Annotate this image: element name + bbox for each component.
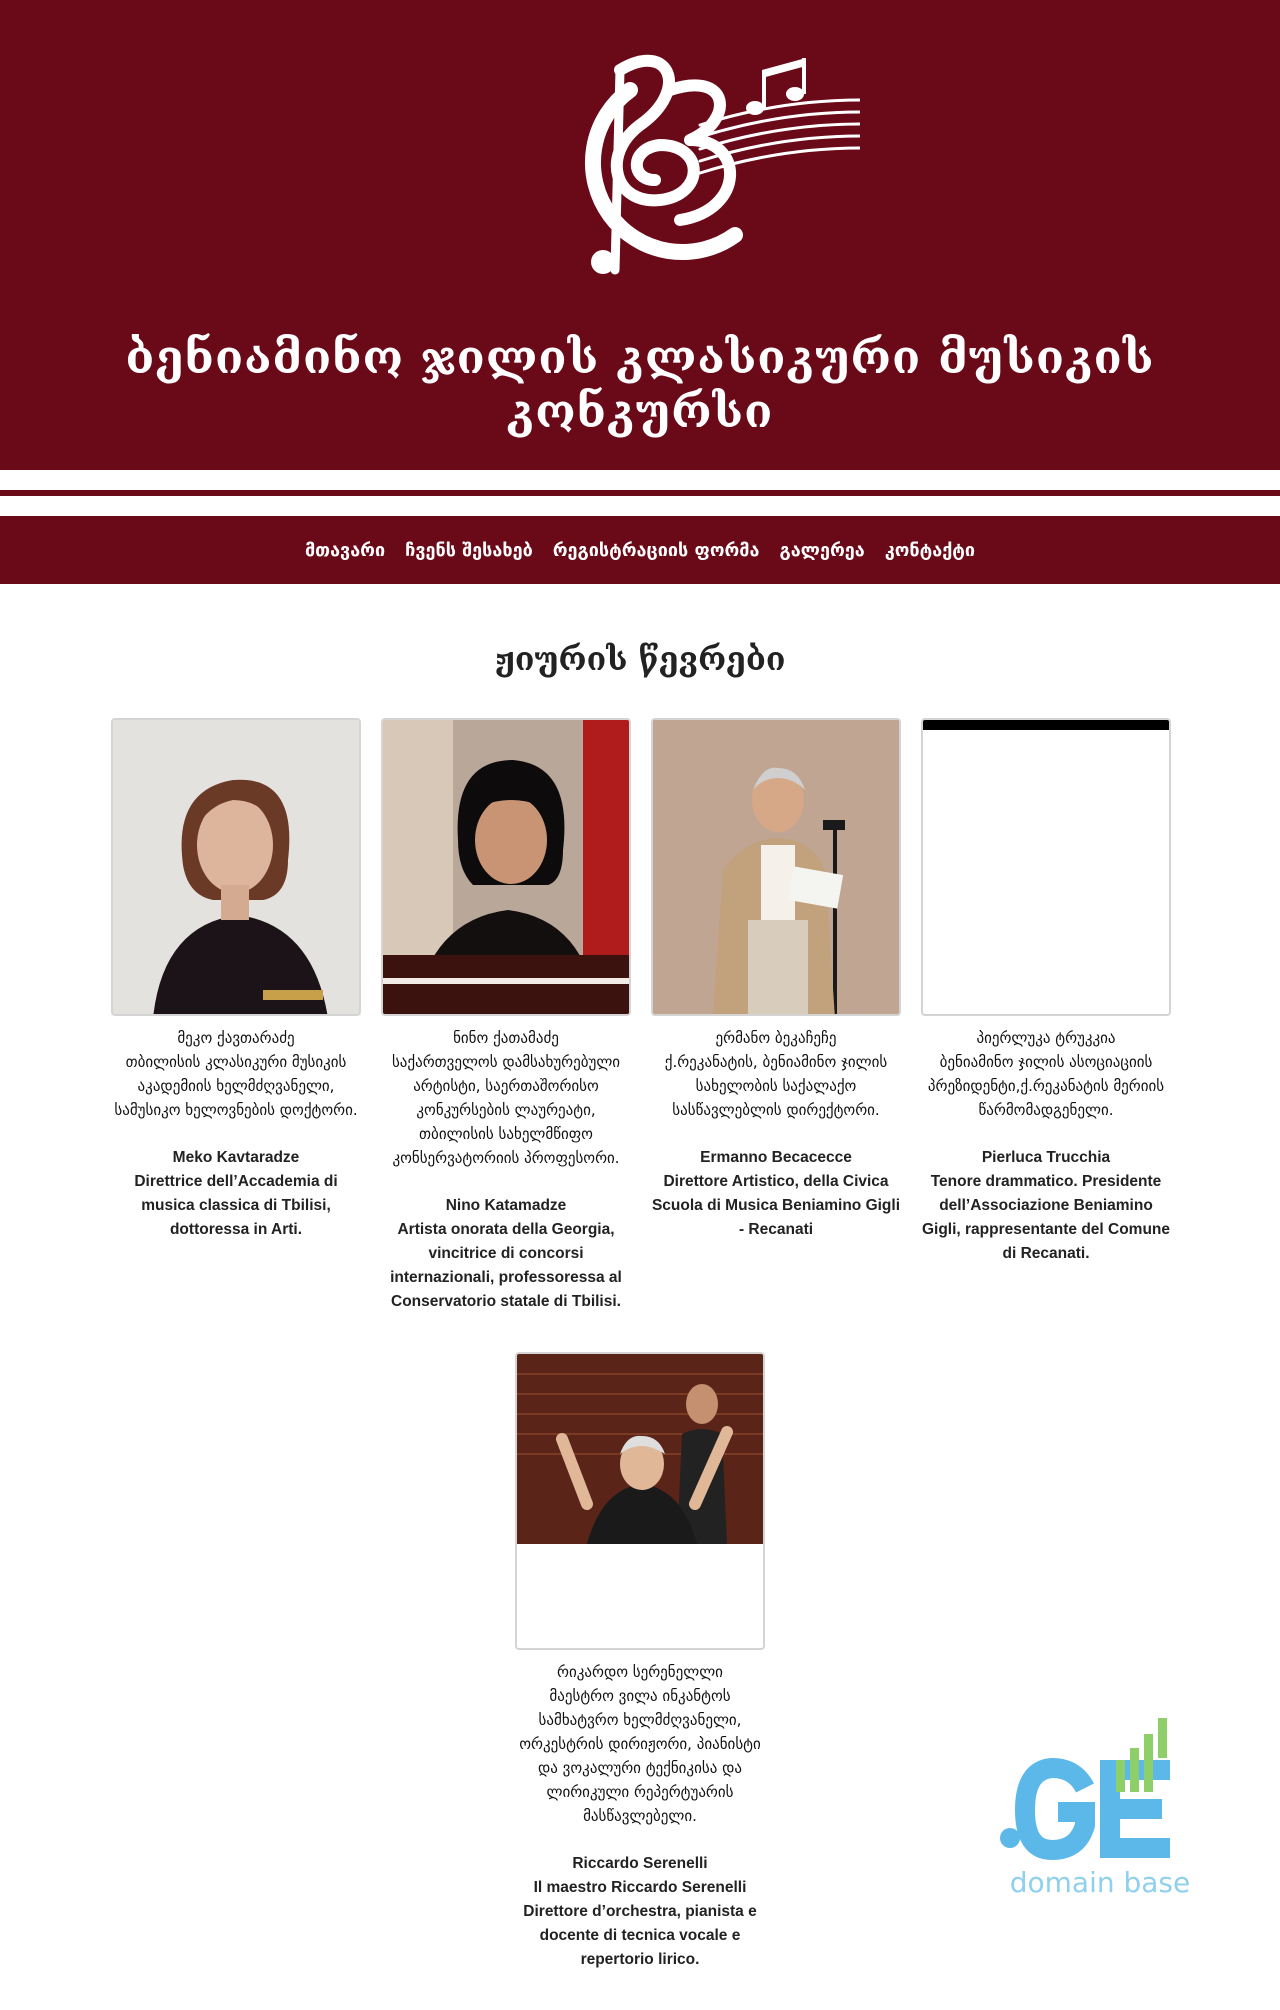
jury-bio-georgian: პიერლუკა ტრუკკია ბენიამინო ჯილის ასოციაციის პრეზიდენტი,ქ.რეკანატის მერიის წარმომადგენელი. (927, 1029, 1165, 1119)
jury-bio-italian: Pierluca Trucchia Tenore drammatico. Presidente dell’Associazione Beniamino Gigli, rappresentante del Comune di Recanati. (921, 1149, 1171, 1262)
divider-stripe (0, 470, 1280, 490)
jury-bio-georgian: მეკო ქავთარაძე თბილისის კლასიკური მუსიკის აკადემიის ხელმძღვანელი, სამუსიკო ხელოვნების დოქტორი. (114, 1029, 358, 1119)
jury-card (111, 718, 361, 1242)
jury-photo (381, 718, 631, 1016)
jury-bio-italian: Riccardo Serenelli Il maestro Riccardo Serenelli Direttore d’orchestra, pianista e docente di tecnica vocale e repertorio lirico. (523, 1855, 757, 1968)
domain-base-label: domain base (1009, 1866, 1191, 1899)
jury-heading: ჟიურის წევრები (494, 640, 786, 678)
divider-stripe (0, 496, 1280, 516)
domain-base-logo (990, 1710, 1210, 1870)
treble-clef-logo (520, 30, 860, 290)
domain-base-watermark (990, 1710, 1210, 1910)
jury-bio-georgian: რიკარდო სერენელლი მაესტრო ვილა ინკანტოს სამხატვრო ხელმძღვანელი, ორკესტრის დირიჟორი, პიანისტი და ვოკალური ტექნიკისა და ლირიკული რეპერტუარის მასწავლებელი. (519, 1663, 761, 1825)
jury-photo-placeholder (921, 718, 1171, 1016)
jury-bio-georgian: ერმანო ბეკაჩეჩე ქ.რეკანატის, ბენიამინო ჯილის სახელობის საქალაქო სასწავლებლის დირექტორი. (664, 1029, 888, 1119)
header-banner (0, 0, 1280, 470)
nav-link-contact[interactable]: კონტაქტი (884, 539, 976, 561)
nav-link-gallery[interactable]: გალერეა (779, 539, 865, 561)
main-navigation (0, 516, 1280, 584)
nav-link-about[interactable]: ჩვენს შესახებ (405, 539, 533, 561)
jury-card (381, 718, 631, 1314)
site-title: ბენიამინო ჯილის კლასიკური მუსიკის კონკურსი (125, 330, 1155, 438)
jury-bio-italian: Meko Kavtaradze Direttrice dell’Accademia di musica classica di Tbilisi, dottoressa in Arti. (134, 1149, 338, 1238)
jury-photo (651, 718, 901, 1016)
jury-bio-italian: Nino Katamadze Artista onorata della Georgia, vincitrice di concorsi internazionali, professoressa al Conservatorio statale di Tbilisi. (390, 1197, 622, 1310)
jury-photo (111, 718, 361, 1016)
jury-bio-georgian: ნინო ქათამაძე საქართველოს დამსახურებული არტისტი, საერთაშორისო კონკურსების ლაურეატი, თბილისის სახელმწიფო კონსერვატორიის პროფესორი. (391, 1029, 621, 1167)
jury-photo (515, 1352, 765, 1650)
jury-bio-italian: Ermanno Becacecce Direttore Artistico, della Civica Scuola di Musica Beniamino Gigli - Recanati (651, 1149, 901, 1238)
jury-card (515, 1352, 765, 1972)
jury-card (651, 718, 901, 1242)
nav-link-registration[interactable]: რეგისტრაციის ფორმა (552, 539, 760, 561)
jury-card (921, 718, 1171, 1266)
nav-link-home[interactable]: მთავარი (304, 539, 386, 561)
